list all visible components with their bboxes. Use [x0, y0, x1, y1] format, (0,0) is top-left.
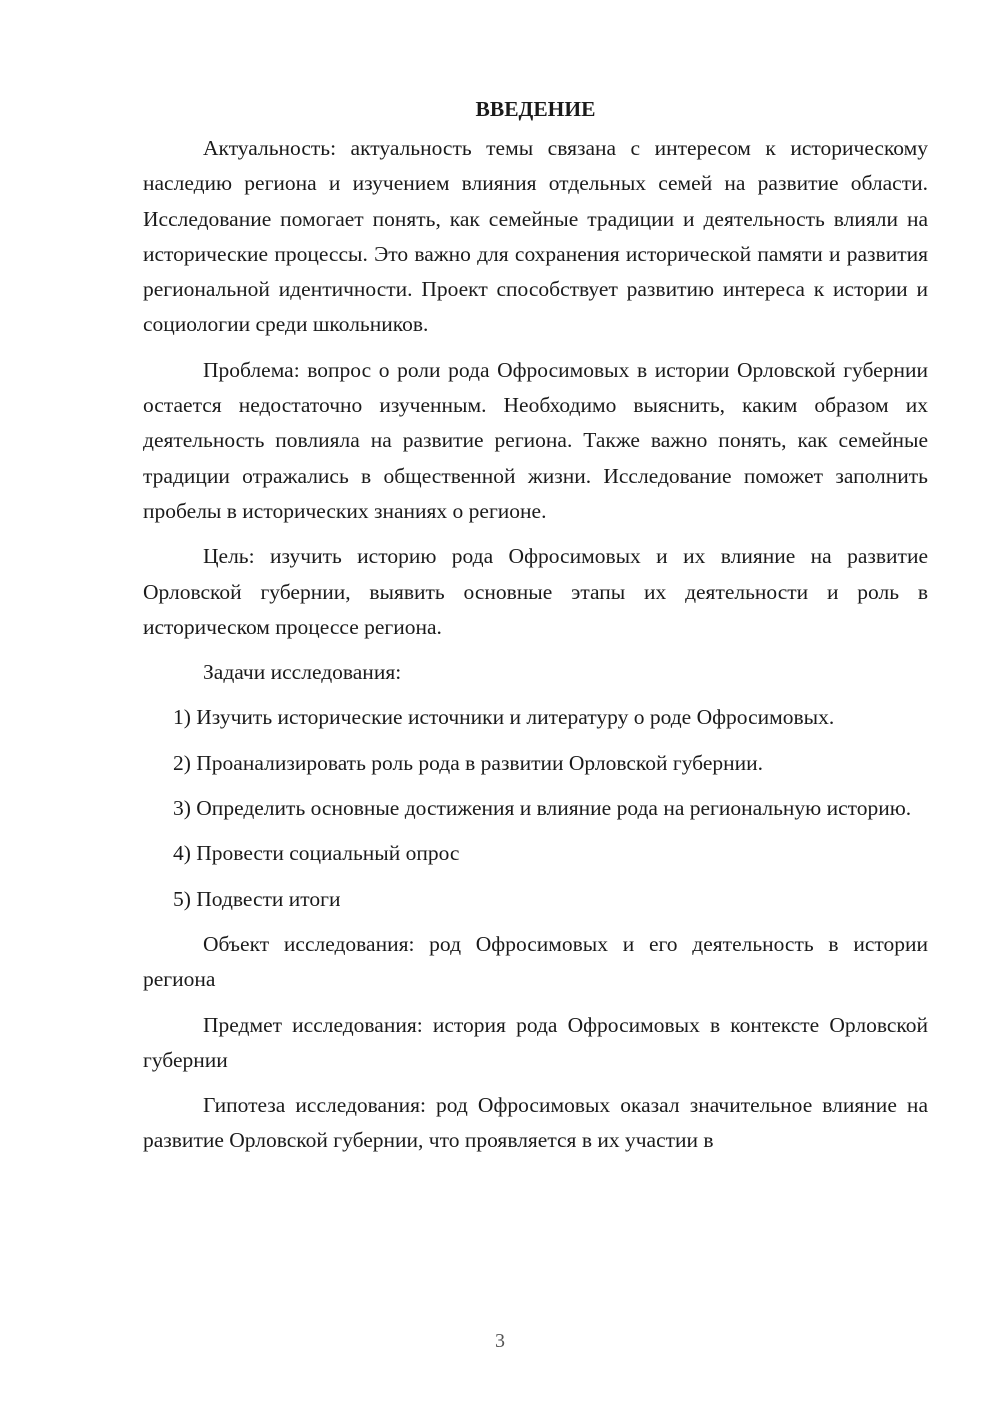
- paragraph-hypothesis: Гипотеза исследования: род Офросимовых оказал значительное влияние на развитие Орловской губернии, что проявляется в их участии в: [143, 1093, 928, 1153]
- task-item-3: 3) Определить основные достижения и влияние рода на региональную историю.: [173, 796, 912, 821]
- task-item-4: 4) Провести социальный опрос: [173, 841, 460, 866]
- page-number: 3: [495, 1330, 505, 1352]
- task-item-2: 2) Проанализировать роль рода в развитии Орловской губернии.: [173, 750, 764, 775]
- document-page: [143, 92, 928, 1169]
- task-item-1: 1) Изучить исторические источники и литературу о роде Офросимовых.: [173, 705, 835, 730]
- task-item-5: 5) Подвести итоги: [173, 886, 341, 911]
- section-title: ВВЕДЕНИЕ: [475, 97, 596, 121]
- paragraph-relevance: Актуальность: актуальность темы связана с интересом к историческому наследию региона и изучением влияния отдельных семей на развитие области. Исследование помогает понять, как семейные традиции и деятельность влияли на исторические процессы. Это важно для сохранения исторической памяти и развития региональной идентичности. Проект способствует развитию интереса к истории и социологии среди школьников.: [143, 136, 928, 337]
- paragraph-tasks-heading: Задачи исследования:: [203, 660, 402, 685]
- paragraph-problem: Проблема: вопрос о роли рода Офросимовых в истории Орловской губернии остается недостаточно изученным. Необходимо выяснить, каким образом их деятельность повлияла на развитие региона. Также важно понять, как семейные традиции отражались в общественной жизни. Исследование поможет заполнить пробелы в исторических знаниях о регионе.: [143, 357, 928, 523]
- paragraph-object: Объект исследования: род Офросимовых и его деятельность в истории региона: [143, 931, 928, 992]
- paragraph-goal: Цель: изучить историю рода Офросимовых и их влияние на развитие Орловской губернии, выявить основные этапы их деятельности и роль в историческом процессе региона.: [143, 544, 928, 639]
- paragraph-subject: Предмет исследования: история рода Офросимовых в контексте Орловской губернии: [143, 1012, 928, 1072]
